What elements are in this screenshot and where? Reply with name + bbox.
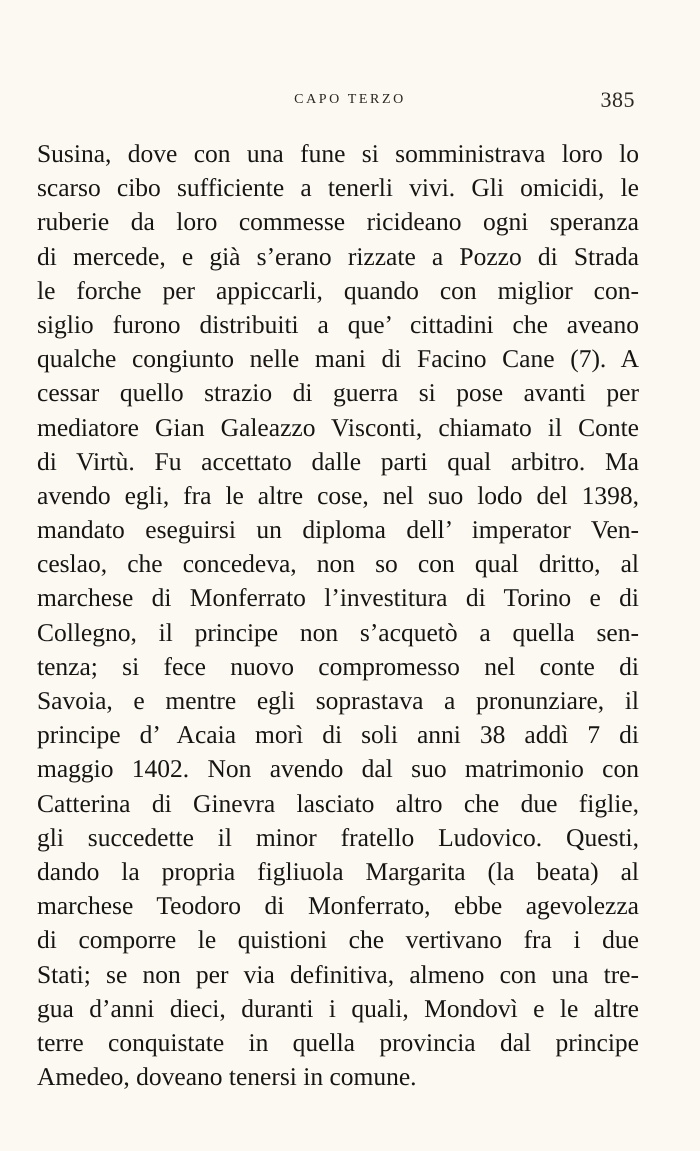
running-title: CAPO TERZO xyxy=(294,92,406,107)
text-line: Susina, dove con una fune si somministrava loro lo xyxy=(37,139,639,168)
text-line: le forche per appiccarli, quando con miglior con- xyxy=(37,275,639,305)
text-line: cessar quello strazio di guerra si pose avanti per xyxy=(37,378,639,408)
page-number: 385 xyxy=(600,87,635,112)
text-line: ceslao, che concedeva, non so con qual dritto, al xyxy=(37,549,639,579)
text-line: terre conquistate in quella provincia dal principe xyxy=(37,1027,639,1057)
text-line: di comporre le quistioni che vertivano fra i due xyxy=(37,925,639,955)
text-line: tenza; si fece nuovo compromesso nel conte di xyxy=(37,651,639,681)
text-line: marchese di Monferrato l’investitura di Torino e di xyxy=(37,583,639,613)
text-line: siglio furono distribuiti a que’ cittadini che aveano xyxy=(37,309,639,339)
body-text xyxy=(37,137,639,1094)
text-line: marchese Teodoro di Monferrato, ebbe agevolezza xyxy=(37,891,639,921)
running-head xyxy=(0,84,700,114)
text-line: gli succedette il minor fratello Ludovico. Questi, xyxy=(37,822,639,852)
text-line: Savoia, e mentre egli soprastava a pronunziare, il xyxy=(37,686,639,715)
text-line: maggio 1402. Non avendo dal suo matrimonio con xyxy=(37,754,639,784)
text-line: Stati; se non per via definitiva, almeno con una tre- xyxy=(37,959,639,989)
text-line: qualche congiunto nelle mani di Facino Cane (7). A xyxy=(37,344,639,374)
text-line: di Virtù. Fu accettato dalle parti qual arbitro. Ma xyxy=(37,446,639,476)
text-line: mandato eseguirsi un diploma dell’ imperator Ven- xyxy=(37,515,639,545)
text-line: ruberie da loro commesse ricideano ogni speranza xyxy=(37,207,639,237)
text-line: Collegno, il principe non s’acquetò a quella sen- xyxy=(37,617,639,647)
text-line: gua d’anni dieci, duranti i quali, Mondovì e le altre xyxy=(37,993,639,1023)
text-line: avendo egli, fra le altre cose, nel suo lodo del 1398, xyxy=(37,480,639,510)
text-line: dando la propria figliuola Margarita (la beata) al xyxy=(37,856,639,886)
text-line: mediatore Gian Galeazzo Visconti, chiamato il Conte xyxy=(37,412,639,442)
text-line: di mercede, e già s’erano rizzate a Pozzo di Strada xyxy=(37,241,639,271)
text-line: scarso cibo sufficiente a tenerli vivi. Gli omicidi, le xyxy=(37,173,639,203)
text-line: Catterina di Ginevra lasciato altro che due figlie, xyxy=(37,788,639,818)
text-line: principe d’ Acaia morì di soli anni 38 addì 7 di xyxy=(37,720,639,750)
text-line: Amedeo, doveano tenersi in comune. xyxy=(37,1062,417,1092)
